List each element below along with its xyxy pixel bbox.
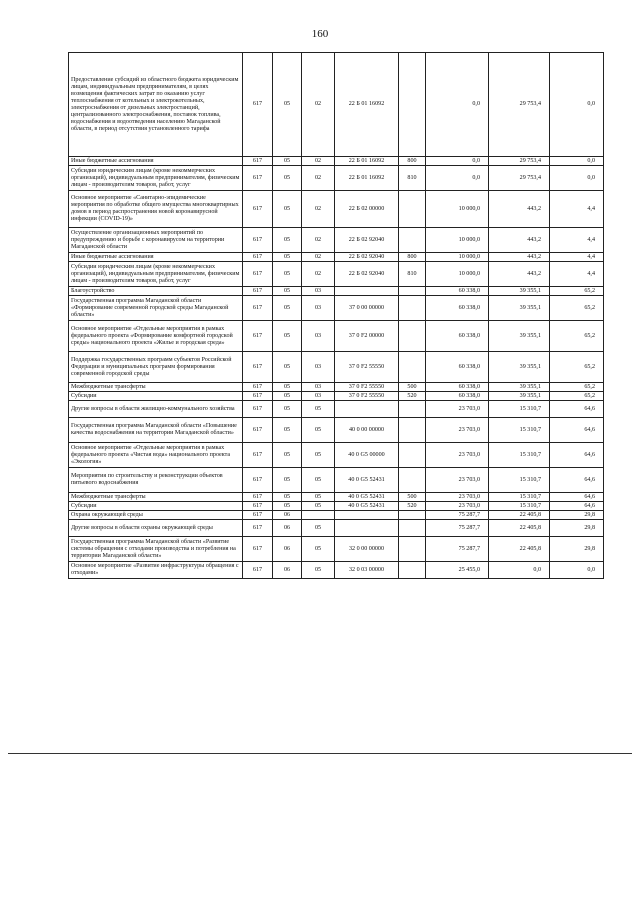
cell-sum-plan: 10 000,0 <box>426 228 489 253</box>
cell-name: Субсидии <box>69 502 243 511</box>
cell-ved: 617 <box>243 520 273 537</box>
cell-subsection: 03 <box>302 321 335 352</box>
table-row <box>69 166 604 191</box>
cell-name: Другие вопросы в области жилищно-коммунального хозяйства <box>69 401 243 418</box>
cell-sum-executed: 443,2 <box>489 262 550 287</box>
cell-target-article: 22 Б 02 92040 <box>335 253 399 262</box>
cell-section: 05 <box>273 383 302 392</box>
table-row <box>69 468 604 493</box>
cell-subsection: 05 <box>302 520 335 537</box>
cell-subsection <box>302 511 335 520</box>
cell-percent: 65,2 <box>550 287 604 296</box>
cell-ved: 617 <box>243 383 273 392</box>
cell-target-article: 22 Б 02 92040 <box>335 228 399 253</box>
cell-percent: 65,2 <box>550 321 604 352</box>
cell-expense-type: 800 <box>399 157 426 166</box>
table-row <box>69 443 604 468</box>
cell-subsection: 02 <box>302 157 335 166</box>
cell-sum-plan: 60 338,0 <box>426 352 489 383</box>
cell-percent: 29,8 <box>550 511 604 520</box>
cell-section: 05 <box>273 493 302 502</box>
cell-expense-type <box>399 191 426 228</box>
cell-percent: 64,6 <box>550 493 604 502</box>
table-row <box>69 191 604 228</box>
cell-sum-plan: 23 703,0 <box>426 502 489 511</box>
cell-percent: 29,8 <box>550 520 604 537</box>
cell-target-article: 22 Б 01 16092 <box>335 53 399 157</box>
cell-subsection: 05 <box>302 418 335 443</box>
table-row <box>69 321 604 352</box>
cell-target-article: 37 0 00 00000 <box>335 296 399 321</box>
cell-expense-type: 500 <box>399 383 426 392</box>
cell-target-article: 40 0 G5 52431 <box>335 502 399 511</box>
cell-name: Охрана окружающей среды <box>69 511 243 520</box>
cell-subsection: 03 <box>302 392 335 401</box>
cell-percent: 64,6 <box>550 468 604 493</box>
table-body <box>69 53 604 579</box>
cell-sum-executed: 15 310,7 <box>489 418 550 443</box>
cell-section: 05 <box>273 296 302 321</box>
cell-expense-type <box>399 296 426 321</box>
cell-name: Поддержка государственных программ субъектов Российской Федерации и муниципальных программ формирования современной городской среды <box>69 352 243 383</box>
cell-name: Мероприятия по строительству и реконструкции объектов питьевого водоснабжения <box>69 468 243 493</box>
cell-section: 05 <box>273 53 302 157</box>
cell-ved: 617 <box>243 418 273 443</box>
table-row <box>69 352 604 383</box>
cell-name: Иные бюджетные ассигнования <box>69 253 243 262</box>
cell-subsection: 05 <box>302 537 335 562</box>
page-divider <box>8 753 632 754</box>
cell-percent: 64,6 <box>550 401 604 418</box>
table-row <box>69 511 604 520</box>
cell-name: Государственная программа Магаданской области «Формирование современной городской среды Магаданской области» <box>69 296 243 321</box>
cell-sum-plan: 23 703,0 <box>426 493 489 502</box>
cell-section: 06 <box>273 562 302 579</box>
cell-target-article: 37 0 F2 55550 <box>335 392 399 401</box>
cell-name: Субсидии <box>69 392 243 401</box>
cell-expense-type: 810 <box>399 262 426 287</box>
cell-expense-type <box>399 468 426 493</box>
table-row <box>69 520 604 537</box>
cell-sum-plan: 23 703,0 <box>426 443 489 468</box>
cell-sum-executed: 39 355,1 <box>489 296 550 321</box>
cell-ved: 617 <box>243 296 273 321</box>
cell-percent: 65,2 <box>550 352 604 383</box>
cell-sum-executed: 22 405,8 <box>489 520 550 537</box>
cell-percent: 65,2 <box>550 296 604 321</box>
cell-sum-executed: 15 310,7 <box>489 443 550 468</box>
cell-ved: 617 <box>243 53 273 157</box>
cell-name: Государственная программа Магаданской области «Повышение качества водоснабжения на территории Магаданской области» <box>69 418 243 443</box>
cell-name: Осуществление организационных мероприятий по предупреждению и борьбе с коронавирусом на территории Магаданской области <box>69 228 243 253</box>
cell-expense-type <box>399 401 426 418</box>
cell-percent: 4,4 <box>550 228 604 253</box>
table-row <box>69 383 604 392</box>
cell-target-article <box>335 287 399 296</box>
cell-target-article: 22 Б 02 92040 <box>335 262 399 287</box>
cell-name: Межбюджетные трансферты <box>69 493 243 502</box>
cell-target-article: 40 0 00 00000 <box>335 418 399 443</box>
table-row <box>69 562 604 579</box>
cell-ved: 617 <box>243 562 273 579</box>
cell-sum-plan: 60 338,0 <box>426 296 489 321</box>
cell-name: Благоустройство <box>69 287 243 296</box>
cell-expense-type: 520 <box>399 502 426 511</box>
table-row <box>69 157 604 166</box>
cell-percent: 65,2 <box>550 392 604 401</box>
cell-ved: 617 <box>243 511 273 520</box>
cell-target-article <box>335 520 399 537</box>
cell-sum-executed: 443,2 <box>489 253 550 262</box>
cell-sum-executed: 29 753,4 <box>489 166 550 191</box>
cell-target-article: 22 Б 01 16092 <box>335 166 399 191</box>
cell-percent: 0,0 <box>550 166 604 191</box>
cell-sum-plan: 60 338,0 <box>426 383 489 392</box>
cell-ved: 617 <box>243 253 273 262</box>
table-row <box>69 253 604 262</box>
cell-expense-type <box>399 287 426 296</box>
cell-sum-plan: 23 703,0 <box>426 401 489 418</box>
cell-expense-type: 800 <box>399 253 426 262</box>
cell-expense-type <box>399 228 426 253</box>
cell-ved: 617 <box>243 352 273 383</box>
cell-target-article: 32 0 03 00000 <box>335 562 399 579</box>
table-row <box>69 262 604 287</box>
cell-sum-executed: 39 355,1 <box>489 392 550 401</box>
cell-sum-executed: 15 310,7 <box>489 468 550 493</box>
cell-subsection: 02 <box>302 53 335 157</box>
cell-sum-executed: 39 355,1 <box>489 352 550 383</box>
cell-expense-type <box>399 537 426 562</box>
cell-subsection: 02 <box>302 253 335 262</box>
cell-percent: 4,4 <box>550 191 604 228</box>
cell-sum-plan: 60 338,0 <box>426 321 489 352</box>
table-row <box>69 493 604 502</box>
cell-subsection: 05 <box>302 493 335 502</box>
cell-target-article: 37 0 F2 55550 <box>335 383 399 392</box>
cell-sum-executed: 22 405,8 <box>489 537 550 562</box>
page-number: 160 <box>311 28 329 40</box>
cell-section: 05 <box>273 191 302 228</box>
cell-subsection: 05 <box>302 468 335 493</box>
cell-target-article: 37 0 F2 55550 <box>335 352 399 383</box>
cell-subsection: 03 <box>302 383 335 392</box>
cell-ved: 617 <box>243 191 273 228</box>
cell-sum-executed: 39 355,1 <box>489 321 550 352</box>
cell-percent: 29,8 <box>550 537 604 562</box>
cell-sum-plan: 0,0 <box>426 166 489 191</box>
cell-section: 05 <box>273 502 302 511</box>
cell-name: Основное мероприятие «Отдельные мероприятия в рамках федерального проекта «Чистая вода» национального проекта «Экология» <box>69 443 243 468</box>
cell-target-article: 37 0 F2 00000 <box>335 321 399 352</box>
cell-expense-type <box>399 53 426 157</box>
cell-percent: 0,0 <box>550 157 604 166</box>
cell-sum-executed: 29 753,4 <box>489 53 550 157</box>
cell-section: 05 <box>273 468 302 493</box>
cell-name: Иные бюджетные ассигнования <box>69 157 243 166</box>
cell-target-article <box>335 511 399 520</box>
cell-section: 05 <box>273 401 302 418</box>
cell-section: 05 <box>273 287 302 296</box>
cell-sum-plan: 23 703,0 <box>426 418 489 443</box>
table-row <box>69 228 604 253</box>
table-row <box>69 53 604 157</box>
cell-target-article: 40 0 G5 00000 <box>335 443 399 468</box>
budget-table <box>68 52 604 579</box>
cell-section: 05 <box>273 443 302 468</box>
cell-target-article: 40 0 G5 52431 <box>335 493 399 502</box>
cell-expense-type <box>399 418 426 443</box>
cell-name: Другие вопросы в области охраны окружающей среды <box>69 520 243 537</box>
cell-name: Основное мероприятие «Отдельные мероприятия в рамках федерального проекта «Формирование комфортной городской среды» национального проекта «Жилье и городская среда» <box>69 321 243 352</box>
cell-subsection: 05 <box>302 562 335 579</box>
cell-name: Основное мероприятие «Санитарно-эпидемические мероприятия по обработке общего имущества многоквартирных домов в период распространения новой коронавирусной инфекции (COVID-19)» <box>69 191 243 228</box>
cell-sum-executed: 29 753,4 <box>489 157 550 166</box>
cell-sum-executed: 443,2 <box>489 191 550 228</box>
cell-ved: 617 <box>243 157 273 166</box>
cell-sum-plan: 10 000,0 <box>426 253 489 262</box>
cell-ved: 617 <box>243 502 273 511</box>
cell-sum-plan: 60 338,0 <box>426 392 489 401</box>
table-row <box>69 418 604 443</box>
cell-ved: 617 <box>243 537 273 562</box>
cell-sum-plan: 10 000,0 <box>426 262 489 287</box>
cell-percent: 4,4 <box>550 262 604 287</box>
cell-sum-executed: 15 310,7 <box>489 401 550 418</box>
cell-subsection: 05 <box>302 443 335 468</box>
cell-expense-type: 810 <box>399 166 426 191</box>
table-row <box>69 502 604 511</box>
cell-sum-executed: 443,2 <box>489 228 550 253</box>
cell-ved: 617 <box>243 392 273 401</box>
cell-target-article: 40 0 G5 52431 <box>335 468 399 493</box>
cell-ved: 617 <box>243 468 273 493</box>
cell-target-article: 22 Б 02 00000 <box>335 191 399 228</box>
cell-name: Государственная программа Магаданской области «Развитие системы обращения с отходами производства и потребления на территории Магаданской области» <box>69 537 243 562</box>
cell-section: 05 <box>273 228 302 253</box>
cell-percent: 0,0 <box>550 562 604 579</box>
cell-percent: 4,4 <box>550 253 604 262</box>
cell-ved: 617 <box>243 401 273 418</box>
cell-section: 06 <box>273 520 302 537</box>
cell-section: 05 <box>273 321 302 352</box>
cell-sum-plan: 75 287,7 <box>426 520 489 537</box>
cell-section: 05 <box>273 418 302 443</box>
cell-sum-executed: 0,0 <box>489 562 550 579</box>
table-row <box>69 401 604 418</box>
cell-expense-type <box>399 352 426 383</box>
cell-sum-plan: 0,0 <box>426 157 489 166</box>
cell-percent: 0,0 <box>550 53 604 157</box>
cell-ved: 617 <box>243 166 273 191</box>
cell-target-article <box>335 401 399 418</box>
cell-subsection: 05 <box>302 502 335 511</box>
cell-sum-plan: 60 338,0 <box>426 287 489 296</box>
cell-percent: 64,6 <box>550 502 604 511</box>
table-row <box>69 392 604 401</box>
cell-section: 05 <box>273 157 302 166</box>
cell-target-article: 22 Б 01 16092 <box>335 157 399 166</box>
cell-expense-type: 500 <box>399 493 426 502</box>
table-row <box>69 296 604 321</box>
cell-ved: 617 <box>243 443 273 468</box>
cell-name: Субсидии юридическим лицам (кроме некоммерческих организаций), индивидуальным предпринимателям, физическим лицам - производителям товаров, работ, услуг <box>69 262 243 287</box>
cell-sum-executed: 15 310,7 <box>489 502 550 511</box>
cell-percent: 65,2 <box>550 383 604 392</box>
cell-sum-executed: 39 355,1 <box>489 383 550 392</box>
cell-expense-type: 520 <box>399 392 426 401</box>
cell-subsection: 03 <box>302 287 335 296</box>
table-row <box>69 537 604 562</box>
cell-sum-plan: 10 000,0 <box>426 191 489 228</box>
cell-expense-type <box>399 443 426 468</box>
cell-subsection: 05 <box>302 401 335 418</box>
cell-section: 05 <box>273 262 302 287</box>
cell-section: 05 <box>273 253 302 262</box>
cell-subsection: 02 <box>302 166 335 191</box>
cell-sum-executed: 22 405,8 <box>489 511 550 520</box>
cell-ved: 617 <box>243 228 273 253</box>
cell-subsection: 02 <box>302 262 335 287</box>
cell-sum-plan: 0,0 <box>426 53 489 157</box>
cell-expense-type <box>399 562 426 579</box>
cell-sum-executed: 15 310,7 <box>489 493 550 502</box>
cell-sum-plan: 75 287,7 <box>426 511 489 520</box>
cell-section: 06 <box>273 537 302 562</box>
cell-name: Основное мероприятие «Развитие инфраструктуры обращения с отходами» <box>69 562 243 579</box>
cell-section: 06 <box>273 511 302 520</box>
cell-ved: 617 <box>243 287 273 296</box>
cell-name: Субсидии юридическим лицам (кроме некоммерческих организаций), индивидуальным предпринимателям, физическим лицам - производителям товаров, работ, услуг <box>69 166 243 191</box>
cell-section: 05 <box>273 166 302 191</box>
cell-name: Межбюджетные трансферты <box>69 383 243 392</box>
cell-target-article: 32 0 00 00000 <box>335 537 399 562</box>
cell-ved: 617 <box>243 321 273 352</box>
cell-sum-plan: 23 703,0 <box>426 468 489 493</box>
cell-subsection: 02 <box>302 228 335 253</box>
cell-subsection: 02 <box>302 191 335 228</box>
cell-sum-plan: 25 455,0 <box>426 562 489 579</box>
cell-expense-type <box>399 321 426 352</box>
cell-sum-plan: 75 287,7 <box>426 537 489 562</box>
cell-subsection: 03 <box>302 352 335 383</box>
cell-expense-type <box>399 511 426 520</box>
table-row <box>69 287 604 296</box>
cell-subsection: 03 <box>302 296 335 321</box>
cell-ved: 617 <box>243 493 273 502</box>
cell-section: 05 <box>273 392 302 401</box>
cell-section: 05 <box>273 352 302 383</box>
cell-percent: 64,6 <box>550 443 604 468</box>
cell-sum-executed: 39 355,1 <box>489 287 550 296</box>
cell-expense-type <box>399 520 426 537</box>
cell-ved: 617 <box>243 262 273 287</box>
cell-name: Предоставление субсидий из областного бюджета юридическим лицам, индивидуальным предпринимателям, в целях возмещения фактических затрат по оказанию услуг теплоснабжения от котельных и электрокотельных, электроснабжения от дизельных электростанций, централизованного электроснабжения, поставок топлива, водоснабжения и водоотведения населению Магаданской области, в период отсутствия установленного тарифа <box>69 53 243 157</box>
cell-percent: 64,6 <box>550 418 604 443</box>
